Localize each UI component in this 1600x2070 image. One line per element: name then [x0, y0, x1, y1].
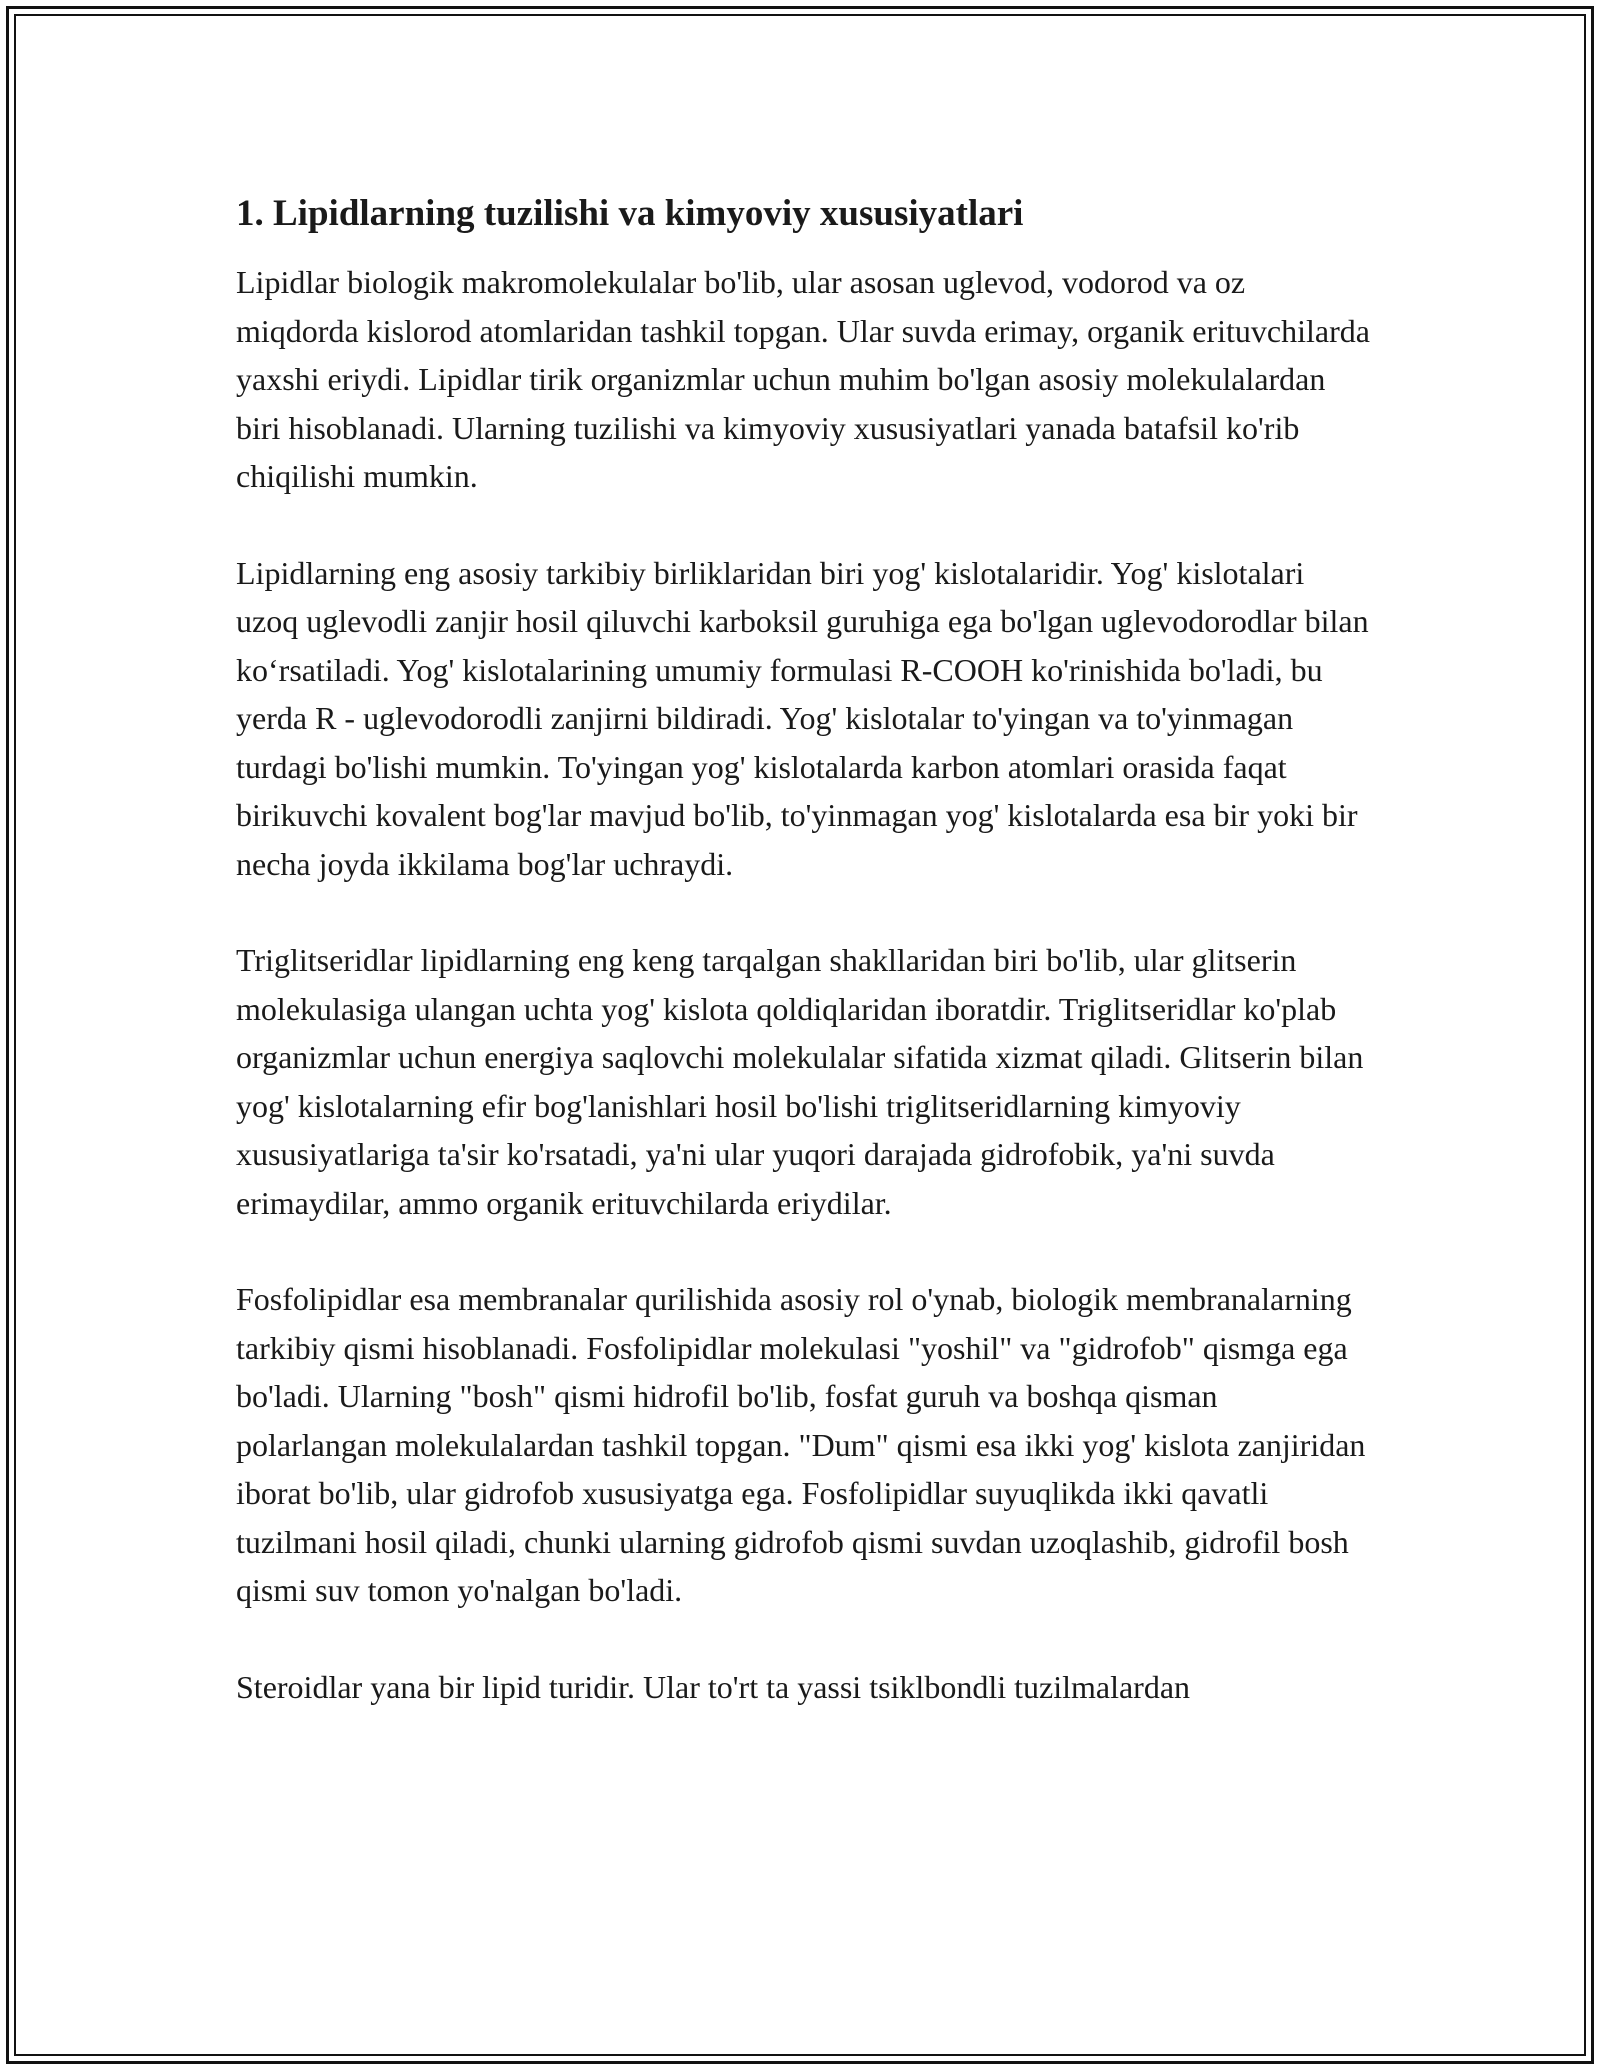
paragraph-steroids: Steroidlar yana bir lipid turidir. Ular to'rt ta yassi tsiklbondli tuzilmalardan [236, 1668, 1191, 1705]
document-body [236, 190, 1372, 1759]
paragraph-fatty-acids: Lipidlarning eng asosiy tarkibiy birliklaridan biri yog' kislotalaridir. Yog' kislotalari uzoq uglevodli zanjir hosil qiluvchi karboksil guruhiga ega bo'lgan uglevodorodlar bilan ko‘rsatiladi. Yog' kislotalarining umumiy formulasi R-COOH ko'rinishida bo'ladi, bu yerda R - uglevodorodli zanjirni bildiradi. Yog' kislotalar to'yingan va to'yinmagan turdagi bo'lishi mumkin. To'yingan yog' kislotalarda karbon atomlari orasida faqat birikuvchi kovalent bog'lar mavjud bo'lib, to'yinmagan yog' kislotalarda esa bir yoki bir necha joyda ikkilama bog'lar uchraydi. [236, 554, 1369, 882]
paragraph-lipids-intro: Lipidlar biologik makromolekulalar bo'lib, ular asosan uglevod, vodorod va oz miqdorda kislorod atomlaridan tashkil topgan. Ular suvda erimay, organik erituvchilarda yaxshi eriydi. Lipidlar tirik organizmlar uchun muhim bo'lgan asosiy molekulalardan biri hisoblanadi. Ularning tuzilishi va kimyoviy xususiyatlari yanada batafsil ko'rib chiqilishi mumkin. [236, 264, 1370, 494]
paragraph-phospholipids: Fosfolipidlar esa membranalar qurilishida asosiy rol o'ynab, biologik membranalarning tarkibiy qismi hisoblanadi. Fosfolipidlar molekulasi "yoshil" va "gidrofob" qismga ega bo'ladi. Ularning "bosh" qismi hidrofil bo'lib, fosfat guruh va boshqa qisman polarlangan molekulalardan tashkil topgan. "Dum" qismi esa ikki yog' kislota zanjiridan iborat bo'lib, ular gidrofob xususiyatga ega. Fosfolipidlar suyuqlikda ikki qavatli tuzilmani hosil qiladi, chunki ularning gidrofob qismi suvdan uzoqlashib, gidrofil bosh qismi suv tomon yo'nalgan bo'ladi. [236, 1281, 1366, 1608]
paragraph-triglycerides: Triglitseridlar lipidlarning eng keng tarqalgan shakllaridan biri bo'lib, ular glitserin molekulasiga ulangan uchta yog' kislota qoldiqlaridan iboratdir. Triglitseridlar ko'plab organizmlar uchun energiya saqlovchi molekulalar sifatida xizmat qiladi. Glitserin bilan yog' kislotalarning efir bog'lanishlari hosil bo'lishi triglitseridlarning kimyoviy xususiyatlariga ta'sir ko'rsatadi, ya'ni ular yuqori darajada gidrofobik, ya'ni suvda erimaydilar, ammo organik erituvchilarda eriydilar. [236, 942, 1364, 1221]
page-title: 1. Lipidlarning tuzilishi va kimyoviy xususiyatlari [236, 193, 1024, 234]
